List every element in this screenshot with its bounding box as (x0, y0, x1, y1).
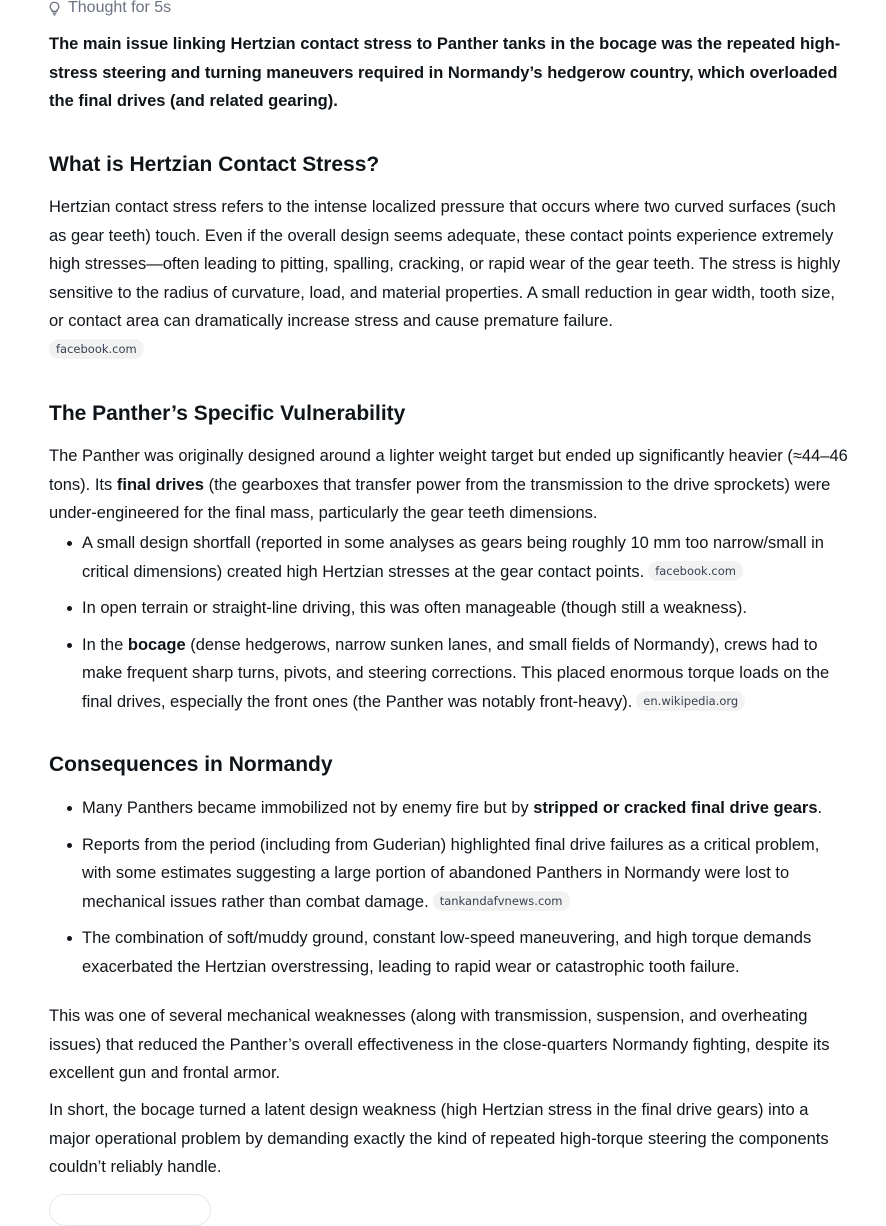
list-item-text: (dense hedgerows, narrow sunken lanes, and small fields of Normandy), crews had to make frequent sharp turns, pivots, and steering corrections. This placed enormous torque loads on the final drives, especially the front ones (the Panther was notably front-heavy). (82, 635, 830, 711)
thought-toggle[interactable] (47, 0, 171, 18)
source-chip[interactable]: facebook.com (648, 561, 743, 581)
list-item (49, 831, 849, 917)
heading-hertzian: What is Hertzian Contact Stress? (49, 153, 380, 176)
source-chip[interactable]: facebook.com (49, 339, 144, 359)
list-item (49, 594, 849, 623)
list-item-text: Reports from the period (including from Guderian) highlighted final drive failures as a critical problem, with some estimates suggesting a large portion of abandoned Panthers in Normandy were lost to mechanical issues rather than combat damage. (82, 835, 820, 911)
source-chip[interactable]: tankandafvnews.com (433, 891, 570, 911)
list-item-text: In the (82, 635, 128, 654)
panther-text-bold: final drives (116, 475, 204, 494)
consequences-list (49, 794, 849, 990)
thought-label: Thought for 5s (68, 0, 172, 16)
list-item (49, 924, 849, 981)
panther-text-a: The Panther was originally designed around a lighter weight target but ended up significantly heavier (≈44–46 tons). Its (49, 447, 848, 494)
lead-summary: The main issue linking Hertzian contact stress to Panther tanks in the bocage was the repeated high-stress steering and turning maneuvers required in Normandy’s hedgerow country, which overloaded the final drives (and related gearing). (49, 35, 841, 110)
list-item (49, 529, 849, 586)
list-item (49, 631, 849, 717)
hertzian-paragraph (49, 193, 849, 365)
vulnerability-list (49, 529, 849, 725)
list-item-bold: stripped or cracked final drive gears (533, 799, 818, 817)
panther-text-b: (the gearboxes that transfer power from the transmission to the drive sprockets) were under-engineered for the final mass, particularly the gear teeth dimensions. (49, 475, 831, 523)
lightbulb-icon (47, 1, 62, 16)
list-item-text: In open terrain or straight-line driving, this was often manageable (though still a weakness). (82, 599, 747, 618)
action-pill[interactable] (49, 1194, 211, 1226)
list-item (49, 794, 849, 823)
heading-panther-vulnerability: The Panther’s Specific Vulnerability (49, 402, 406, 425)
summary-paragraph: In short, the bocage turned a latent design weakness (high Hertzian stress in the final drive gears) into a major operational problem by demanding exactly the kind of repeated high-torque steering the components couldn’t reliably handle. (49, 1101, 829, 1177)
list-item-text: . (817, 799, 823, 817)
list-item-text: A small design shortfall (reported in some analyses as gears being roughly 10 mm too narrow/small in critical dimensions) created high Hertzian stresses at the gear contact points. (82, 534, 824, 581)
closing-paragraph: This was one of several mechanical weaknesses (along with transmission, suspension, and overheating issues) that reduced the Panther’s overall effectiveness in the close-quarters Normandy fighting, despite its excellent gun and frontal armor. (49, 1007, 830, 1083)
panther-paragraph (49, 442, 849, 528)
list-item-text: Many Panthers became immobilized not by enemy fire but by (82, 799, 534, 817)
hertzian-text: Hertzian contact stress refers to the intense localized pressure that occurs where two curved surfaces (such as gear teeth) touch. Even if the overall design seems adequate, these contact points experience extremely high stresses—often leading to pitting, spalling, cracking, or rapid wear of the gear teeth. The stress is highly sensitive to the radius of curvature, load, and material properties. A small reduction in gear width, tooth size, or contact area can dramatically increase stress and cause premature failure. (49, 198, 841, 331)
source-chip[interactable]: en.wikipedia.org (636, 691, 745, 711)
list-item-text: The combination of soft/muddy ground, constant low-speed maneuvering, and high torque demands exacerbated the Hertzian overstressing, leading to rapid wear or catastrophic tooth failure. (82, 929, 812, 976)
list-item-bold: bocage (127, 635, 186, 654)
heading-consequences: Consequences in Normandy (49, 753, 333, 776)
